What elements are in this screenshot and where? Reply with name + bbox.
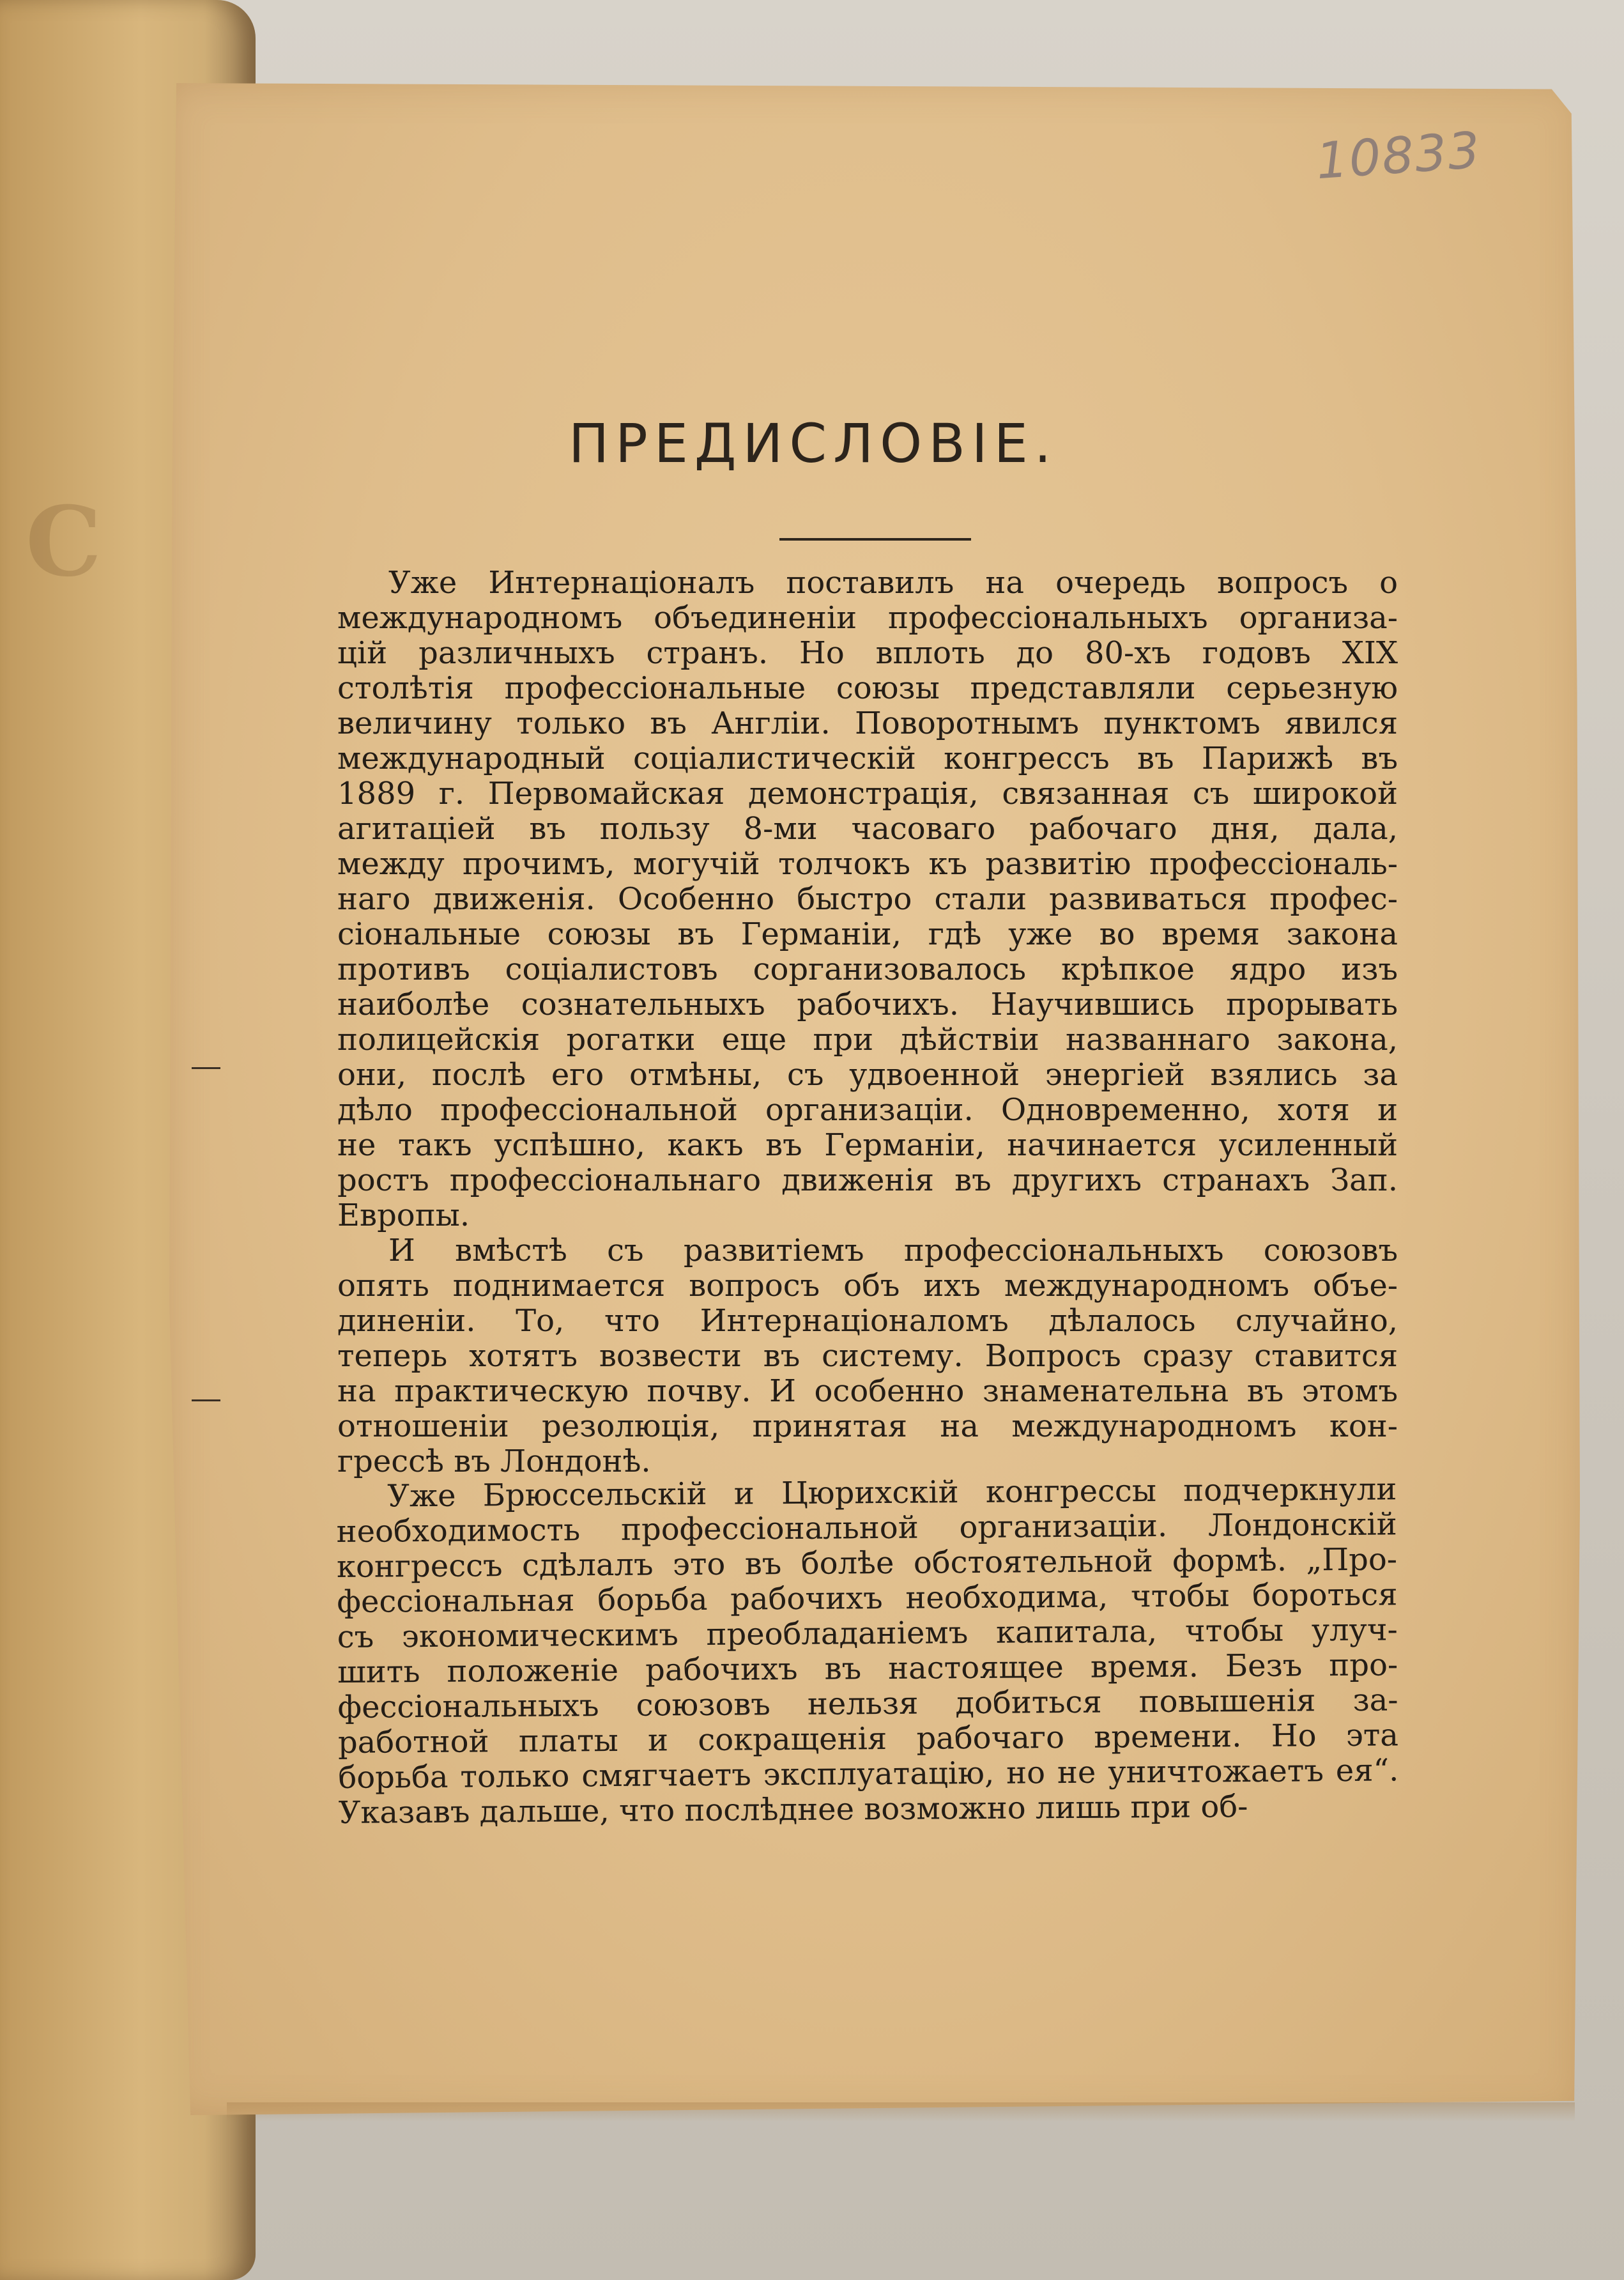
text-line: полицейскія рогатки еще при дѣйствіи названнаго закона, (337, 1022, 1398, 1058)
text-line: Указавъ дальше, что послѣднее возможно лишь при об- (338, 1789, 1248, 1831)
margin-mark (192, 1399, 220, 1401)
page-bottom-shadow (227, 2102, 1575, 2122)
paragraph (337, 1233, 1398, 1479)
text-line: цій различныхъ странъ. Но вплоть до 80-хъ годовъ XIX (337, 635, 1398, 671)
text-line: диненіи. То, что Интернаціоналомъ дѣлалось случайно, (337, 1303, 1398, 1339)
paragraph (337, 566, 1398, 1233)
text-line: между прочимъ, могучій толчокъ къ развитію профессіональ- (337, 846, 1398, 882)
text-line: грессѣ въ Лондонѣ. (337, 1444, 651, 1479)
text-line: отношеніи резолюція, принятая на международномъ кон- (337, 1408, 1398, 1444)
text-line: международномъ объединеніи профессіональныхъ организа- (337, 600, 1398, 636)
text-line: не такъ успѣшно, какъ въ Германіи, начинается усиленный (337, 1127, 1398, 1163)
text-line: противъ соціалистовъ сорганизовалось крѣпкое ядро изъ (337, 951, 1398, 987)
text-line: шить положеніе рабочихъ въ настоящее время. Безъ про- (337, 1647, 1398, 1690)
text-line: они, послѣ его отмѣны, съ удвоенной энергіей взялись за (337, 1057, 1398, 1093)
text-line: 1889 г. Первомайская демонстрація, связанная съ широкой (337, 776, 1398, 812)
text-line: столѣтія профессіональные союзы представляли серьезную (337, 670, 1398, 706)
paragraph (336, 1472, 1399, 1831)
text-line: величину только въ Англіи. Поворотнымъ пунктомъ явился (337, 705, 1398, 741)
text-line: опять поднимается вопросъ объ ихъ международномъ объе- (337, 1268, 1398, 1304)
text-line: работной платы и сокращенія рабочаго времени. Но эта (337, 1717, 1399, 1760)
text-line: съ экономическимъ преобладаніемъ капитала, чтобы улуч- (337, 1612, 1398, 1655)
text-line: дѣло профессіональной организаціи. Одновременно, хотя и (337, 1092, 1398, 1128)
text-line: Уже Интернаціоналъ поставилъ на очередь вопросъ о (388, 565, 1398, 601)
text-line: наго движенія. Особенно быстро стали развиваться профес- (337, 881, 1398, 917)
page-title: ПРЕДИСЛОВІЕ. (569, 412, 1058, 475)
text-line: агитаціей въ пользу 8-ми часоваго рабочаго дня, дала, (337, 811, 1398, 847)
text-line: фессіональная борьба рабочихъ необходима, чтобы бороться (337, 1576, 1398, 1621)
text-line: конгрессъ сдѣлалъ это въ болѣе обстоятельной формѣ. „Про- (336, 1541, 1398, 1585)
text-line: борьба только смягчаетъ эксплуатацію, но не уничтожаетъ ея“. (338, 1752, 1399, 1796)
bleed-through-mark: С (26, 486, 102, 598)
title-rule (779, 538, 971, 541)
text-line: сіональные союзы въ Германіи, гдѣ уже во время закона (337, 916, 1398, 952)
text-line: ростъ профессіональнаго движенія въ другихъ странахъ Зап. (337, 1162, 1398, 1198)
text-line: теперь хотятъ возвести въ систему. Вопросъ сразу ставится (337, 1338, 1398, 1374)
text-line: наиболѣе сознательныхъ рабочихъ. Научившись прорывать (337, 987, 1398, 1022)
text-line: Европы. (337, 1198, 470, 1233)
text-line: Уже Брюссельскій и Цюрихскій конгрессы подчеркнули (387, 1471, 1397, 1514)
text-line: необходимость профессіональной организаціи. Лондонскій (336, 1506, 1397, 1550)
text-line: И вмѣстѣ съ развитіемъ профессіональныхъ союзовъ (388, 1233, 1398, 1268)
margin-mark (192, 1067, 220, 1069)
body-text (337, 566, 1398, 1831)
inventory-number: 10833 (1314, 121, 1483, 191)
text-line: на практическую почву. И особенно знаменательна въ этомъ (337, 1373, 1398, 1409)
text-line: международный соціалистическій конгрессъ въ Парижѣ въ (337, 741, 1398, 776)
text-line: фессіональныхъ союзовъ нельзя добиться повышенія за- (337, 1682, 1398, 1725)
